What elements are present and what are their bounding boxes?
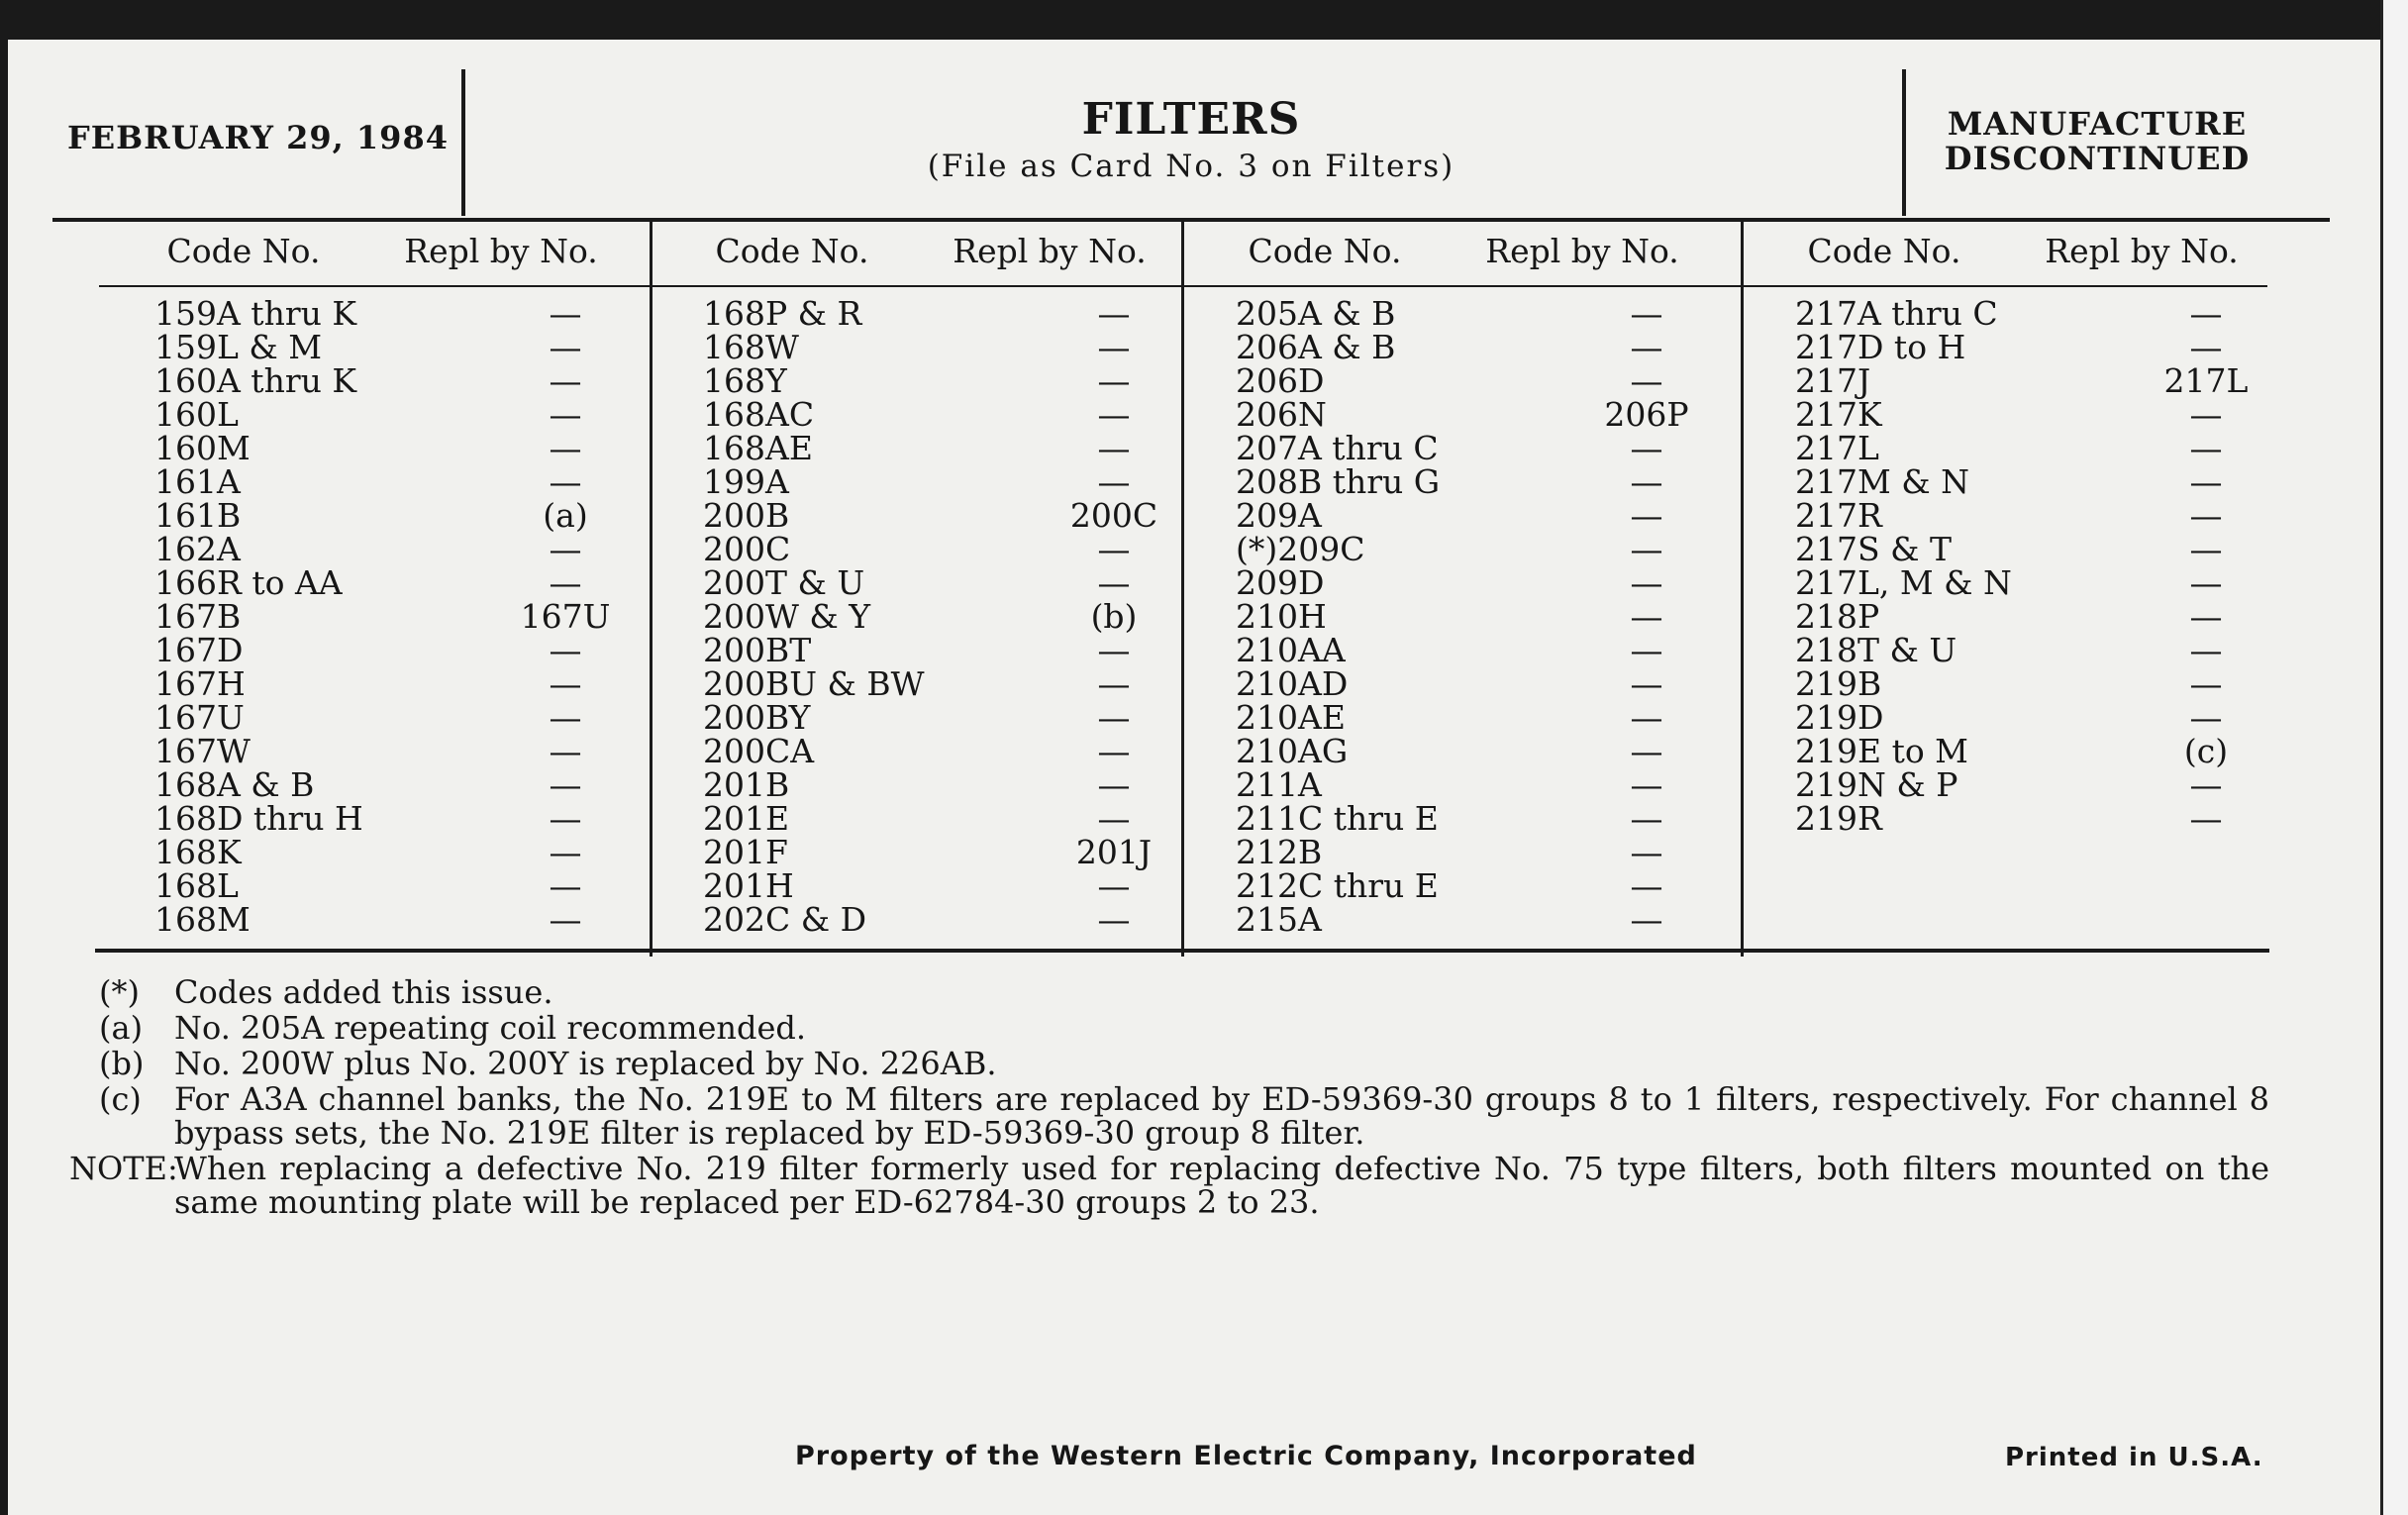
repl-cell: — [2189,328,2223,366]
repl-cell: — [1630,563,1663,602]
table-row [1746,530,2300,568]
repl-cell: — [2189,563,2223,602]
repl-cell: — [2189,294,2223,333]
repl-cell: — [549,765,582,804]
code-cell: 200W & Y [703,597,871,636]
column-divider-3 [1741,222,1744,957]
repl-cell: — [1097,328,1131,366]
code-cell: 167D [154,631,244,669]
code-cell: 159L & M [154,328,323,366]
repl-cell: — [2189,765,2223,804]
table-row [1746,361,2300,400]
repl-cell: — [549,429,582,467]
code-cell: 219D [1795,698,1884,737]
code-cell: 219E to M [1795,732,1968,770]
code-cell: 217L, M & N [1795,563,2012,602]
column-header [1746,223,2280,278]
repl-cell: — [2189,597,2223,636]
code-cell: 167B [154,597,242,636]
code-cell: 200BT [703,631,812,669]
code-cell: 218P [1795,597,1880,636]
code-cell: 201F [703,833,788,871]
table-row [105,328,659,366]
repl-cell: — [549,833,582,871]
status-line-2: DISCONTINUED [1944,140,2251,177]
footnote-mark: NOTE: [69,1150,178,1187]
table-row [1186,361,1741,400]
code-cell: 168AE [703,429,813,467]
code-cell: 210H [1236,597,1327,636]
code-cell: 217R [1795,496,1882,535]
table-column-2 [653,223,1178,939]
repl-cell: (a) [543,496,588,535]
table-row [105,462,659,501]
code-cell: 162A [154,530,241,568]
table-row [1746,294,2300,333]
header-rule [52,218,2330,222]
table-row [105,664,659,703]
repl-cell: — [549,631,582,669]
table-row [1746,732,2300,770]
repl-cell: (c) [2183,732,2229,770]
table-row [653,597,1208,636]
repl-cell: — [549,563,582,602]
repl-cell: — [1630,799,1663,838]
repl-cell: — [1097,631,1131,669]
repl-cell: — [549,698,582,737]
printed-notice: Printed in U.S.A. [2005,1443,2263,1472]
code-cell: 211A [1236,765,1322,804]
repl-header: Repl by No. [1485,231,1679,270]
repl-cell: — [2189,698,2223,737]
table-row [1186,698,1741,737]
code-cell: 212B [1236,833,1323,871]
code-header: Code No. [715,231,869,270]
repl-cell: — [549,799,582,838]
table-row [1746,664,2300,703]
repl-header: Repl by No. [2045,231,2239,270]
repl-cell: (b) [1090,597,1138,636]
code-cell: 217S & T [1795,530,1952,568]
repl-cell: 200C [1069,496,1158,535]
repl-cell: — [1630,361,1663,400]
footnote-mark: (c) [99,1080,142,1118]
footnotes [69,973,2269,1221]
code-cell: 200BU & BW [703,664,925,703]
table-row [653,496,1208,535]
repl-cell: — [1630,833,1663,871]
repl-cell: — [1630,294,1663,333]
code-cell: 168P & R [703,294,862,333]
repl-cell: 217L [2163,361,2249,400]
repl-cell: — [549,395,582,434]
code-cell: 219N & P [1795,765,1958,804]
table-bottom-rule [95,949,2269,953]
footnote [99,1011,2269,1045]
table-row [1186,597,1741,636]
table-row [105,597,659,636]
footnote [99,1082,2269,1150]
code-cell: 200BY [703,698,811,737]
repl-cell: — [1097,361,1131,400]
footnote-mark: (a) [99,1009,144,1047]
table-row [105,765,659,804]
card-edge [2380,0,2408,1515]
table-row [1746,698,2300,737]
column-rows [1746,294,2300,838]
repl-cell: — [1630,698,1663,737]
repl-cell: — [549,866,582,905]
table-row [1186,833,1741,871]
code-cell: 160A thru K [154,361,356,400]
footnote [69,1150,2269,1221]
repl-cell: — [2189,799,2223,838]
repl-cell: — [1630,732,1663,770]
repl-cell: — [1630,866,1663,905]
table-row [1186,799,1741,838]
code-cell: 201H [703,866,794,905]
repl-cell: — [1630,496,1663,535]
table-row [653,765,1208,804]
repl-cell: — [1097,900,1131,939]
code-cell: 202C & D [703,900,867,939]
code-cell: 199A [703,462,789,501]
table-row [1746,597,2300,636]
repl-cell: — [549,900,582,939]
code-cell: 219B [1795,664,1882,703]
table-row [1186,530,1741,568]
header-divider-left [461,69,465,216]
table-row [1746,799,2300,838]
code-cell: 200CA [703,732,815,770]
footnote-text: For A3A channel banks, the No. 219E to M filters are replaced by ED-59369-30 groups 8 to 1 filters, respectively. For channel 8 bypass sets, the No. 219E filter is replaced by ED-59369-30 group 8 filter. [174,1080,2269,1152]
code-header: Code No. [1248,231,1402,270]
repl-cell: — [1097,765,1131,804]
repl-header: Repl by No. [953,231,1147,270]
table-row [1186,900,1741,939]
code-cell: 168W [703,328,799,366]
repl-cell: — [1097,698,1131,737]
repl-header: Repl by No. [404,231,598,270]
table-row [105,294,659,333]
footnote-mark: (b) [99,1045,145,1082]
column-header [105,223,640,278]
code-cell: 168D thru H [154,799,363,838]
code-cell: 210AA [1236,631,1346,669]
table-row [653,799,1208,838]
footnote-text: Codes added this issue. [174,973,553,1011]
code-cell: 219R [1795,799,1882,838]
code-cell: 161A [154,462,241,501]
code-cell: 160M [154,429,251,467]
repl-cell: — [549,462,582,501]
repl-cell: — [549,664,582,703]
repl-cell: — [1630,631,1663,669]
repl-cell: — [1630,900,1663,939]
repl-cell: — [1630,597,1663,636]
repl-cell: — [1097,462,1131,501]
repl-cell: — [549,530,582,568]
repl-cell: — [1097,866,1131,905]
column-rows [653,294,1208,939]
code-cell: 217K [1795,395,1882,434]
table-row [653,530,1208,568]
table-row [1746,328,2300,366]
repl-cell: — [549,294,582,333]
table-row [105,866,659,905]
table-row [105,530,659,568]
property-notice: Property of the Western Electric Company, Incorporated [795,1441,1697,1471]
repl-cell: — [1630,328,1663,366]
table-row [653,900,1208,939]
table-row [653,395,1208,434]
column-header [1186,223,1741,278]
repl-cell: — [1630,429,1663,467]
repl-cell: — [1097,732,1131,770]
table-row [653,732,1208,770]
code-cell: 168A & B [154,765,315,804]
repl-cell: — [1097,799,1131,838]
table-row [1746,462,2300,501]
repl-cell: — [1097,563,1131,602]
code-header: Code No. [166,231,321,270]
footnote-text: When replacing a defective No. 219 filter formerly used for replacing defective No. 75 type filters, both filters mounted on the same mounting plate will be replaced per ED-62784-30 groups 2 to 23. [174,1150,2269,1221]
table-row [1186,631,1741,669]
table-row [105,698,659,737]
code-cell: 210AD [1236,664,1349,703]
table-row [105,395,659,434]
footnote-text: No. 200W plus No. 200Y is replaced by No. 226AB. [174,1045,997,1082]
column-rows [105,294,659,939]
repl-cell: — [1630,462,1663,501]
table-row [1186,294,1741,333]
table-row [105,799,659,838]
table-row [105,496,659,535]
table-row [105,429,659,467]
code-cell: 207A thru C [1236,429,1439,467]
table-row [653,328,1208,366]
code-cell: 168Y [703,361,787,400]
table-row [1186,732,1741,770]
footnote-text: No. 205A repeating coil recommended. [174,1009,807,1047]
code-cell: 161B [154,496,242,535]
repl-cell: — [1097,664,1131,703]
code-cell: 212C thru E [1236,866,1439,905]
table-row [1746,395,2300,434]
code-cell: 200B [703,496,790,535]
code-cell: 160L [154,395,239,434]
footnote [99,1047,2269,1080]
code-cell: 200T & U [703,563,865,602]
table-row [1746,765,2300,804]
repl-cell: — [2189,631,2223,669]
repl-cell: — [1097,395,1131,434]
code-cell: 200C [703,530,791,568]
code-cell: 206D [1236,361,1325,400]
table-row [653,833,1208,871]
code-cell: 217D to H [1795,328,1966,366]
code-cell: 209D [1236,563,1325,602]
repl-cell: — [2189,462,2223,501]
table-row [653,866,1208,905]
repl-cell: — [2189,395,2223,434]
footnote [99,975,2269,1009]
table-row [653,664,1208,703]
repl-cell: — [2189,496,2223,535]
repl-cell: — [2189,664,2223,703]
table-row [1186,429,1741,467]
table-row [653,698,1208,737]
table-row [1186,563,1741,602]
code-cell: 168L [154,866,239,905]
code-cell: 211C thru E [1236,799,1439,838]
code-cell: 159A thru K [154,294,356,333]
repl-cell: — [549,328,582,366]
code-cell: (*)209C [1236,530,1365,568]
repl-cell: — [1097,294,1131,333]
code-cell: 210AG [1236,732,1349,770]
code-cell: 217J [1795,361,1871,400]
table-row [653,631,1208,669]
code-cell: 201B [703,765,790,804]
table-row [653,361,1208,400]
code-cell: 205A & B [1236,294,1396,333]
table-row [1186,395,1741,434]
table-row [105,563,659,602]
column-header [653,223,1178,278]
table-row [653,429,1208,467]
table-row [105,732,659,770]
code-cell: 168AC [703,395,815,434]
page-subtitle: (File as Card No. 3 on Filters) [927,149,1455,184]
table-column-3 [1186,223,1741,939]
repl-cell: 206P [1604,395,1689,434]
code-header: Code No. [1807,231,1961,270]
table-row [653,462,1208,501]
code-cell: 209A [1236,496,1322,535]
repl-cell: — [549,732,582,770]
table-row [105,900,659,939]
code-cell: 217L [1795,429,1879,467]
status-label [1929,107,2265,176]
table-row [1186,765,1741,804]
code-cell: 206A & B [1236,328,1396,366]
code-cell: 167H [154,664,246,703]
table-row [1186,496,1741,535]
repl-cell: — [2189,530,2223,568]
table-row [1746,429,2300,467]
table-row [1746,496,2300,535]
code-cell: 218T & U [1795,631,1957,669]
table-row [105,833,659,871]
status-line-1: MANUFACTURE [1947,105,2248,143]
table-row [1186,462,1741,501]
table-row [653,294,1208,333]
repl-cell: 201J [1075,833,1153,871]
repl-cell: — [549,361,582,400]
table-row [1186,328,1741,366]
table-row [653,563,1208,602]
document-card [8,40,2380,1515]
column-rows [1186,294,1741,939]
repl-cell: 167U [520,597,611,636]
code-cell: 206N [1236,395,1327,434]
code-cell: 167U [154,698,245,737]
page-title: FILTERS [1081,94,1301,145]
table-header-rule [99,285,2267,287]
code-cell: 217M & N [1795,462,1970,501]
table-column-1 [105,223,640,939]
table-row [1186,664,1741,703]
repl-cell: — [1097,530,1131,568]
repl-cell: — [1097,429,1131,467]
code-cell: 215A [1236,900,1322,939]
code-cell: 167W [154,732,251,770]
code-cell: 210AE [1236,698,1346,737]
table-row [105,631,659,669]
repl-cell: — [1630,530,1663,568]
table-column-4 [1746,223,2280,838]
table-row [105,361,659,400]
table-row [1746,631,2300,669]
code-cell: 201E [703,799,790,838]
repl-cell: — [2189,429,2223,467]
issue-date: FEBRUARY 29, 1984 [67,119,449,156]
footnote-mark: (*) [99,973,140,1011]
code-cell: 166R to AA [154,563,343,602]
table-row [1746,563,2300,602]
repl-cell: — [1630,765,1663,804]
code-cell: 208B thru G [1236,462,1441,501]
code-cell: 168K [154,833,242,871]
code-cell: 217A thru C [1795,294,1998,333]
code-cell: 168M [154,900,251,939]
repl-cell: — [1630,664,1663,703]
table-row [1186,866,1741,905]
